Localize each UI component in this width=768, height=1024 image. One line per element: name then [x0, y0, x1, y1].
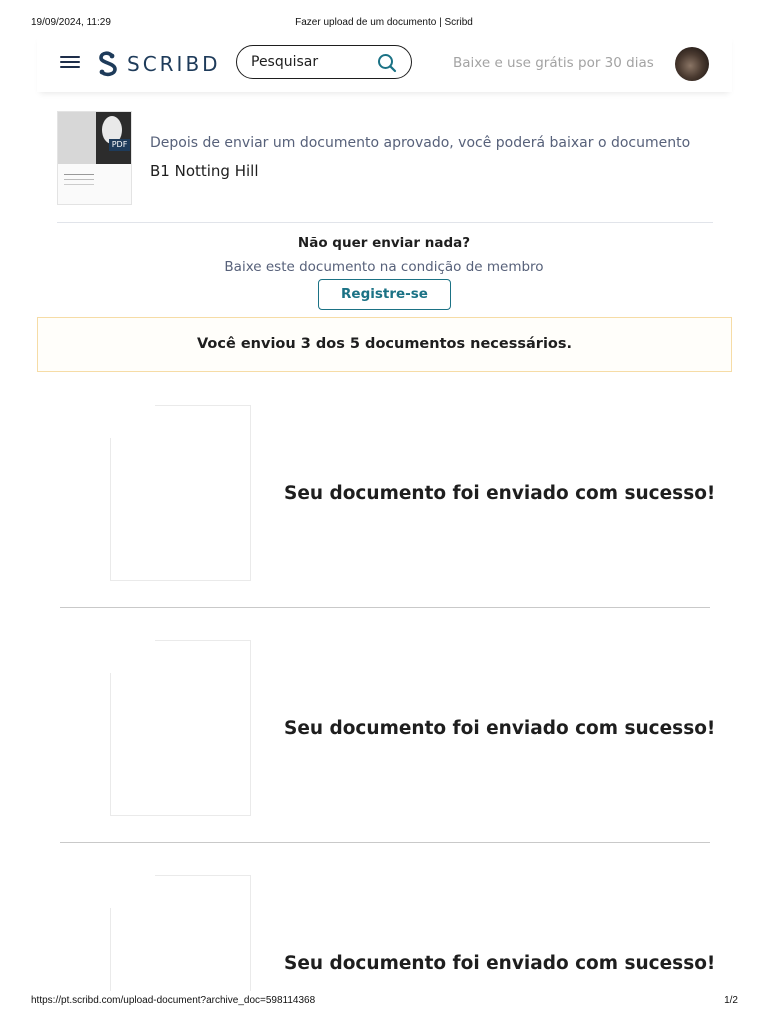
- card-divider: [60, 842, 710, 843]
- upload-success-message: Seu documento foi enviado com sucesso!: [284, 483, 716, 504]
- scribd-logo-text: SCRIBD: [127, 52, 221, 76]
- menu-icon[interactable]: [60, 54, 80, 70]
- no-upload-subtitle: Baixe este documento na condição de membro: [224, 259, 544, 275]
- top-navigation-bar: [37, 34, 732, 92]
- document-title: B1 Notting Hill: [150, 162, 259, 180]
- uploaded-document-thumbnail: [110, 875, 251, 991]
- upload-progress-text: Você enviou 3 dos 5 documentos necessários.: [196, 336, 573, 352]
- upload-info-text: Depois de enviar um documento aprovado, você poderá baixar o documento: [150, 135, 691, 151]
- pdf-badge: PDF: [109, 139, 130, 151]
- search-box[interactable]: [236, 45, 412, 79]
- uploaded-document-thumbnail: [110, 640, 251, 816]
- print-url: https://pt.scribd.com/upload-document?archive_doc=598114368: [31, 995, 316, 1006]
- card-divider: [60, 607, 710, 608]
- document-thumbnail: [57, 111, 132, 205]
- print-page-title: Fazer upload de um documento | Scribd: [295, 17, 473, 28]
- no-upload-heading: Não quer enviar nada?: [297, 235, 471, 251]
- scribd-logo-icon: [97, 51, 119, 77]
- uploaded-document-thumbnail: [110, 405, 251, 581]
- search-icon[interactable]: [377, 53, 397, 73]
- upload-progress-notice: [37, 317, 732, 372]
- avatar[interactable]: [675, 47, 709, 81]
- scribd-logo[interactable]: [97, 51, 221, 77]
- print-datetime: 19/09/2024, 11:29: [31, 17, 111, 28]
- print-page-number: 1/2: [724, 995, 738, 1006]
- search-input[interactable]: [251, 53, 371, 71]
- section-divider: [57, 222, 713, 223]
- register-button[interactable]: Registre-se: [318, 279, 451, 310]
- upload-success-message: Seu documento foi enviado com sucesso!: [284, 953, 716, 974]
- upload-success-message: Seu documento foi enviado com sucesso!: [284, 718, 716, 739]
- free-trial-link[interactable]: Baixe e use grátis por 30 dias: [453, 55, 654, 71]
